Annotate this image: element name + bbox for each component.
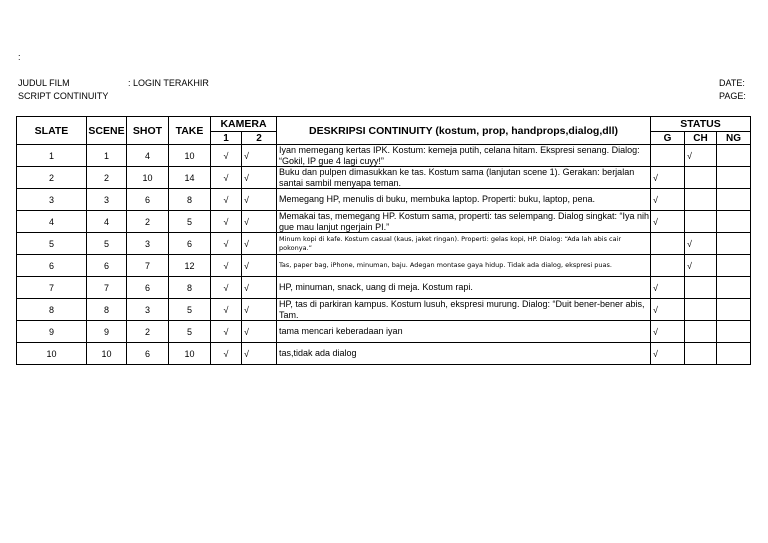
status-g-cell (651, 255, 685, 277)
shot-cell: 10 (127, 167, 169, 189)
colon-mark: : (18, 52, 21, 62)
kamera-2-check: √ (242, 233, 277, 255)
slate-cell: 1 (17, 145, 87, 167)
take-cell: 5 (169, 321, 211, 343)
table-row (17, 233, 751, 255)
header-status: STATUS (651, 117, 751, 132)
kamera-2-check: √ (242, 321, 277, 343)
status-ch-cell: √ (685, 145, 717, 167)
status-ch-cell (685, 167, 717, 189)
header-slate: SLATE (17, 117, 87, 145)
kamera-2-check: √ (242, 211, 277, 233)
scene-cell: 4 (87, 211, 127, 233)
take-cell: 8 (169, 277, 211, 299)
scene-cell: 1 (87, 145, 127, 167)
take-cell: 10 (169, 145, 211, 167)
film-title-label: JUDUL FILM (18, 78, 70, 88)
take-cell: 5 (169, 211, 211, 233)
slate-cell: 6 (17, 255, 87, 277)
status-ch-cell (685, 321, 717, 343)
description-cell: Minum kopi di kafe. Kostum casual (kaus, jaket ringan). Properti: gelas kopi, HP. Dialog: “Ada lah abis cair pokonya.” (277, 233, 651, 255)
status-g-cell: √ (651, 299, 685, 321)
table-row (17, 145, 751, 167)
header-status-ch: CH (685, 132, 717, 145)
status-ch-cell (685, 277, 717, 299)
shot-cell: 3 (127, 299, 169, 321)
description-cell: Memakai tas, memegang HP. Kostum sama, properti: tas selempang. Dialog singkat: “Iya nih gue mau lanjut ngerjain PI.” (277, 211, 651, 233)
page-label: PAGE: (719, 91, 746, 101)
kamera-2-check: √ (242, 277, 277, 299)
slate-cell: 3 (17, 189, 87, 211)
kamera-2-check: √ (242, 255, 277, 277)
table-row (17, 277, 751, 299)
shot-cell: 6 (127, 277, 169, 299)
status-g-cell (651, 145, 685, 167)
status-ch-cell (685, 211, 717, 233)
scene-cell: 10 (87, 343, 127, 365)
header-scene: SCENE (87, 117, 127, 145)
header-take: TAKE (169, 117, 211, 145)
continuity-table (16, 116, 751, 365)
shot-cell: 6 (127, 343, 169, 365)
kamera-1-check: √ (211, 321, 242, 343)
slate-cell: 4 (17, 211, 87, 233)
status-g-cell: √ (651, 211, 685, 233)
slate-cell: 9 (17, 321, 87, 343)
status-g-cell: √ (651, 167, 685, 189)
table-row (17, 211, 751, 233)
table-row (17, 167, 751, 189)
kamera-2-check: √ (242, 167, 277, 189)
status-ng-cell (717, 145, 751, 167)
description-cell: Tas, paper bag, iPhone, minuman, baju. Adegan montase gaya hidup. Tidak ada dialog, ekspresi puas. (277, 255, 651, 277)
slate-cell: 7 (17, 277, 87, 299)
table-row (17, 189, 751, 211)
status-ng-cell (717, 233, 751, 255)
status-ng-cell (717, 211, 751, 233)
kamera-2-check: √ (242, 189, 277, 211)
kamera-2-check: √ (242, 145, 277, 167)
kamera-2-check: √ (242, 299, 277, 321)
status-ch-cell (685, 343, 717, 365)
kamera-1-check: √ (211, 299, 242, 321)
status-ch-cell: √ (685, 255, 717, 277)
slate-cell: 8 (17, 299, 87, 321)
description-cell: tas,tidak ada dialog (277, 343, 651, 365)
status-g-cell: √ (651, 343, 685, 365)
kamera-1-check: √ (211, 255, 242, 277)
description-cell: Iyan memegang kertas IPK. Kostum: kemeja putih, celana hitam. Ekspresi senang. Dialog: “Gokil, IP gue 4 lagi cuyy!” (277, 145, 651, 167)
script-continuity-label: SCRIPT CONTINUITY (18, 91, 109, 101)
status-g-cell: √ (651, 321, 685, 343)
status-ng-cell (717, 277, 751, 299)
take-cell: 6 (169, 233, 211, 255)
film-title-value: : LOGIN TERAKHIR (128, 78, 209, 88)
table-row (17, 343, 751, 365)
table-row (17, 299, 751, 321)
header-kamera-1: 1 (211, 132, 242, 145)
scene-cell: 2 (87, 167, 127, 189)
header-kamera-2: 2 (242, 132, 277, 145)
status-ng-cell (717, 299, 751, 321)
header-status-g: G (651, 132, 685, 145)
status-ng-cell (717, 343, 751, 365)
status-ng-cell (717, 321, 751, 343)
shot-cell: 7 (127, 255, 169, 277)
description-cell: HP, tas di parkiran kampus. Kostum lusuh, ekspresi murung. Dialog: “Duit bener-bener abis, Tam. (277, 299, 651, 321)
header-status-ng: NG (717, 132, 751, 145)
shot-cell: 4 (127, 145, 169, 167)
shot-cell: 3 (127, 233, 169, 255)
shot-cell: 2 (127, 211, 169, 233)
kamera-1-check: √ (211, 211, 242, 233)
scene-cell: 6 (87, 255, 127, 277)
slate-cell: 2 (17, 167, 87, 189)
description-cell: Memegang HP, menulis di buku, membuka laptop. Properti: buku, laptop, pena. (277, 189, 651, 211)
status-ng-cell (717, 189, 751, 211)
description-cell: Buku dan pulpen dimasukkan ke tas. Kostum sama (lanjutan scene 1). Gerakan: berjalan santai sambil menyapa teman. (277, 167, 651, 189)
take-cell: 10 (169, 343, 211, 365)
slate-cell: 10 (17, 343, 87, 365)
kamera-1-check: √ (211, 233, 242, 255)
status-g-cell: √ (651, 277, 685, 299)
scene-cell: 9 (87, 321, 127, 343)
kamera-1-check: √ (211, 189, 242, 211)
status-ng-cell (717, 167, 751, 189)
kamera-1-check: √ (211, 277, 242, 299)
slate-cell: 5 (17, 233, 87, 255)
kamera-2-check: √ (242, 343, 277, 365)
kamera-1-check: √ (211, 343, 242, 365)
status-ch-cell (685, 189, 717, 211)
status-g-cell: √ (651, 189, 685, 211)
status-g-cell (651, 233, 685, 255)
take-cell: 5 (169, 299, 211, 321)
kamera-1-check: √ (211, 167, 242, 189)
scene-cell: 7 (87, 277, 127, 299)
status-ng-cell (717, 255, 751, 277)
description-cell: HP, minuman, snack, uang di meja. Kostum rapi. (277, 277, 651, 299)
table-row (17, 321, 751, 343)
shot-cell: 2 (127, 321, 169, 343)
status-ch-cell (685, 299, 717, 321)
header-shot: SHOT (127, 117, 169, 145)
table-row (17, 255, 751, 277)
description-cell: tama mencari keberadaan iyan (277, 321, 651, 343)
scene-cell: 5 (87, 233, 127, 255)
scene-cell: 3 (87, 189, 127, 211)
scene-cell: 8 (87, 299, 127, 321)
take-cell: 8 (169, 189, 211, 211)
header-deskripsi: DESKRIPSI CONTINUITY (kostum, prop, handprops,dialog,dll) (277, 117, 651, 145)
shot-cell: 6 (127, 189, 169, 211)
kamera-1-check: √ (211, 145, 242, 167)
header-kamera: KAMERA (211, 117, 277, 132)
date-label: DATE: (719, 78, 745, 88)
status-ch-cell: √ (685, 233, 717, 255)
take-cell: 12 (169, 255, 211, 277)
take-cell: 14 (169, 167, 211, 189)
